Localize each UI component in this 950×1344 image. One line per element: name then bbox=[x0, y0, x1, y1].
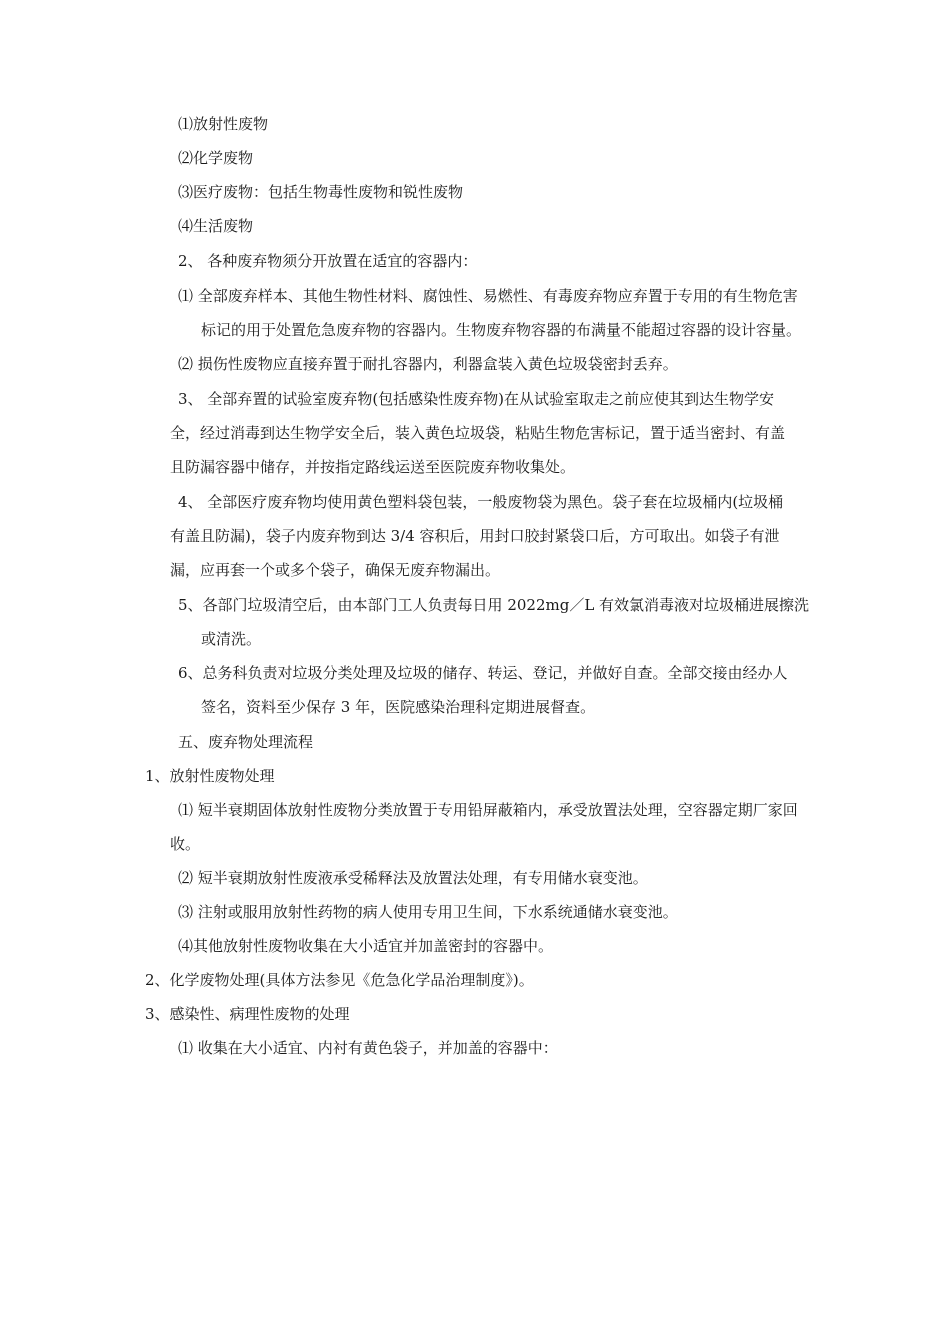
text-line: 6、总务科负责对垃圾分类处理及垃圾的储存、转运、登记，并做好自查。全部交接由经办人 bbox=[178, 664, 788, 682]
text-line: 收。 bbox=[170, 835, 201, 853]
text-line: ⑶医疗废物：包括生物毒性废物和锐性废物 bbox=[178, 183, 464, 201]
subsection-heading: 3、感染性、病理性废物的处理 bbox=[145, 1005, 350, 1023]
text-line: ⑵化学废物 bbox=[178, 149, 254, 167]
section-heading: 五、废弃物处理流程 bbox=[178, 733, 314, 751]
text-line: 有盖且防漏)，袋子内废弃物到达 3/4 容积后，用封口胶封紧袋口后，方可取出。如袋子有泄 bbox=[170, 527, 780, 545]
text-line: ⑷其他放射性废物收集在大小适宜并加盖密封的容器中。 bbox=[178, 937, 554, 955]
subsection-heading: 1、放射性废物处理 bbox=[145, 767, 275, 785]
text-line: 5、各部门垃圾清空后，由本部门工人负责每日用 2022mg／L 有效氯消毒液对垃圾桶进展擦洗 bbox=[178, 596, 810, 614]
text-line: ⑴ 收集在大小适宜、内衬有黄色袋子，并加盖的容器中： bbox=[178, 1039, 558, 1057]
text-line: 签名，资料至少保存 3 年，医院感染治理科定期进展督查。 bbox=[201, 698, 596, 716]
text-line: ⑶ 注射或服用放射性药物的病人使用专用卫生间，下水系统通储水衰变池。 bbox=[178, 903, 678, 921]
text-line: ⑴放射性废物 bbox=[178, 115, 269, 133]
text-line: ⑴ 全部废弃样本、其他生物性材料、腐蚀性、易燃性、有毒废弃物应弃置于专用的有生物危害 bbox=[178, 287, 798, 305]
text-line: ⑵ 损伤性废物应直接弃置于耐扎容器内，利器盒装入黄色垃圾袋密封丢弃。 bbox=[178, 355, 678, 373]
text-line: 标记的用于处置危急废弃物的容器内。生物废弃物容器的布满量不能超过容器的设计容量。 bbox=[201, 321, 802, 339]
text-line: 漏，应再套一个或多个袋子，确保无废弃物漏出。 bbox=[170, 561, 501, 579]
text-line: ⑴ 短半衰期固体放射性废物分类放置于专用铅屏蔽箱内，承受放置法处理，空容器定期厂家回 bbox=[178, 801, 798, 819]
text-line: 4、 全部医疗废弃物均使用黄色塑料袋包装，一般废物袋为黑色。袋子套在垃圾桶内(垃圾桶 bbox=[178, 493, 784, 511]
text-line: 全，经过消毒到达生物学安全后，装入黄色垃圾袋，粘贴生物危害标记，置于适当密封、有盖 bbox=[170, 424, 786, 442]
subsection-heading: 2、化学废物处理(具体方法参见《危急化学品治理制度》)。 bbox=[145, 971, 534, 989]
text-line: ⑵ 短半衰期放射性废液承受稀释法及放置法处理，有专用储水衰变池。 bbox=[178, 869, 648, 887]
text-line: 2、 各种废弃物须分开放置在适宜的容器内： bbox=[178, 252, 478, 270]
text-line: 3、 全部弃置的试验室废弃物(包括感染性废弃物)在从试验室取走之前应使其到达生物学安 bbox=[178, 390, 775, 408]
text-line: 且防漏容器中储存，并按指定路线运送至医院废弃物收集处。 bbox=[170, 458, 576, 476]
text-line: 或清洗。 bbox=[201, 630, 262, 648]
text-line: ⑷生活废物 bbox=[178, 217, 254, 235]
